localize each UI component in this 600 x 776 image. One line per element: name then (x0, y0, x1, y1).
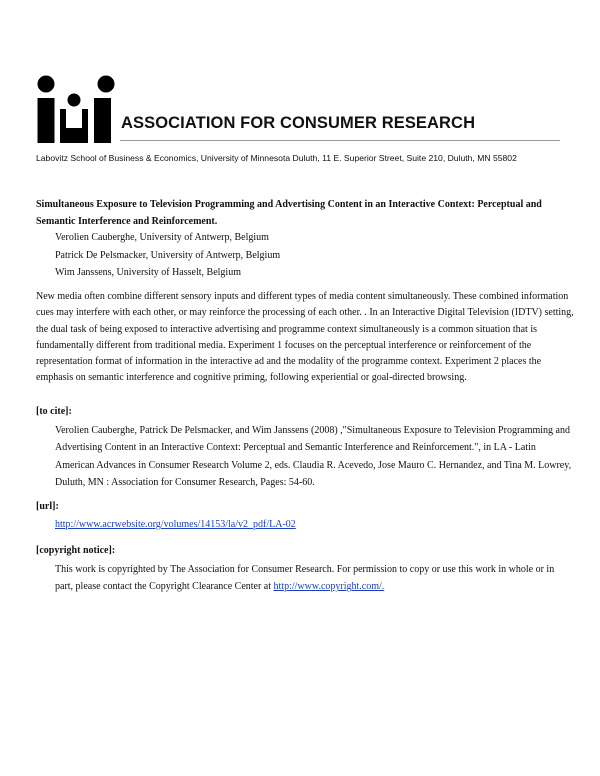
author-list (55, 229, 280, 282)
abstract-line: emphasis on semantic interference and cognitive priming, following experiential or goal-directed browsing. (36, 372, 467, 384)
citation-line: Verolien Cauberghe, Patrick De Pelsmacker, and Wim Janssens (2008) ,"Simultaneous Exposure to Television Programming and (55, 425, 570, 436)
url-label: [url]: (36, 501, 59, 512)
author-item: Verolien Cauberghe, University of Antwerp, Belgium (55, 232, 269, 243)
citation (55, 422, 572, 491)
abstract (36, 289, 574, 387)
acr-people-logo-icon (36, 75, 118, 143)
author-item: Wim Janssens, University of Hasselt, Belgium (55, 267, 241, 278)
citation-line: Advertising Content in an Interactive Context: Perceptual and Semantic Interference and Reinforcement.", in LA - Latin (55, 442, 536, 454)
citation-line: American Advances in Consumer Research Volume 2, eds. Claudia R. Acevedo, Jose Mauro C. Hernandez, and Tina M. Lowrey, (55, 459, 572, 471)
paper-title-line: Semantic Interference and Reinforcement. (36, 216, 218, 227)
paper-url-link[interactable]: http://www.acrwebsite.org/volumes/14153/la/v2_pdf/LA-02 (55, 519, 296, 530)
abstract-line: fundamentally different from traditional media. Experiment 1 focuses on the perceptual interference or reinforcement of the (36, 339, 532, 351)
header-divider (120, 140, 560, 141)
cite-label: [to cite]: (36, 406, 72, 417)
copyright-line (55, 578, 565, 595)
copyright-notice (55, 561, 565, 596)
abstract-line: New media often combine different sensory inputs and different types of media content simultaneously. These combined information (36, 291, 569, 302)
paper-title-line: Simultaneous Exposure to Television Programming and Advertising Content in an Interactive Context: Perceptual and (36, 199, 542, 210)
abstract-line: cues may interfere with each other, or may reinforce the processing of each other. . In an Interactive Digital Television (IDTV) setting, (36, 307, 574, 319)
copyright-line: This work is copyrighted by The Association for Consumer Research. For permission to copy or use this work in whole or in (55, 564, 555, 575)
copyright-center-link[interactable]: http://www.copyright.com/. (273, 581, 385, 593)
org-name: ASSOCIATION FOR CONSUMER RESEARCH (121, 114, 476, 132)
abstract-line: representation format of information in the interactive ad and the modality of the programme context. Experiment 2 places the (36, 356, 542, 368)
org-address: Labovitz School of Business & Economics, University of Minnesota Duluth, 11 E. Superior Street, Suite 210, Duluth, MN 55802 (36, 153, 517, 163)
author-item: Patrick De Pelsmacker, University of Antwerp, Belgium (55, 249, 281, 261)
copyright-label: [copyright notice]: (36, 545, 116, 556)
url-block (55, 516, 565, 533)
copyright-text: part, please contact the Copyright Clearance Center at (55, 581, 274, 593)
paper-title (36, 196, 566, 230)
abstract-line: the dual task of being exposed to interactive advertising and programme context simultaneously is a common situation that is (36, 323, 537, 335)
citation-line: Duluth, MN : Association for Consumer Research, Pages: 54-60. (55, 476, 315, 488)
